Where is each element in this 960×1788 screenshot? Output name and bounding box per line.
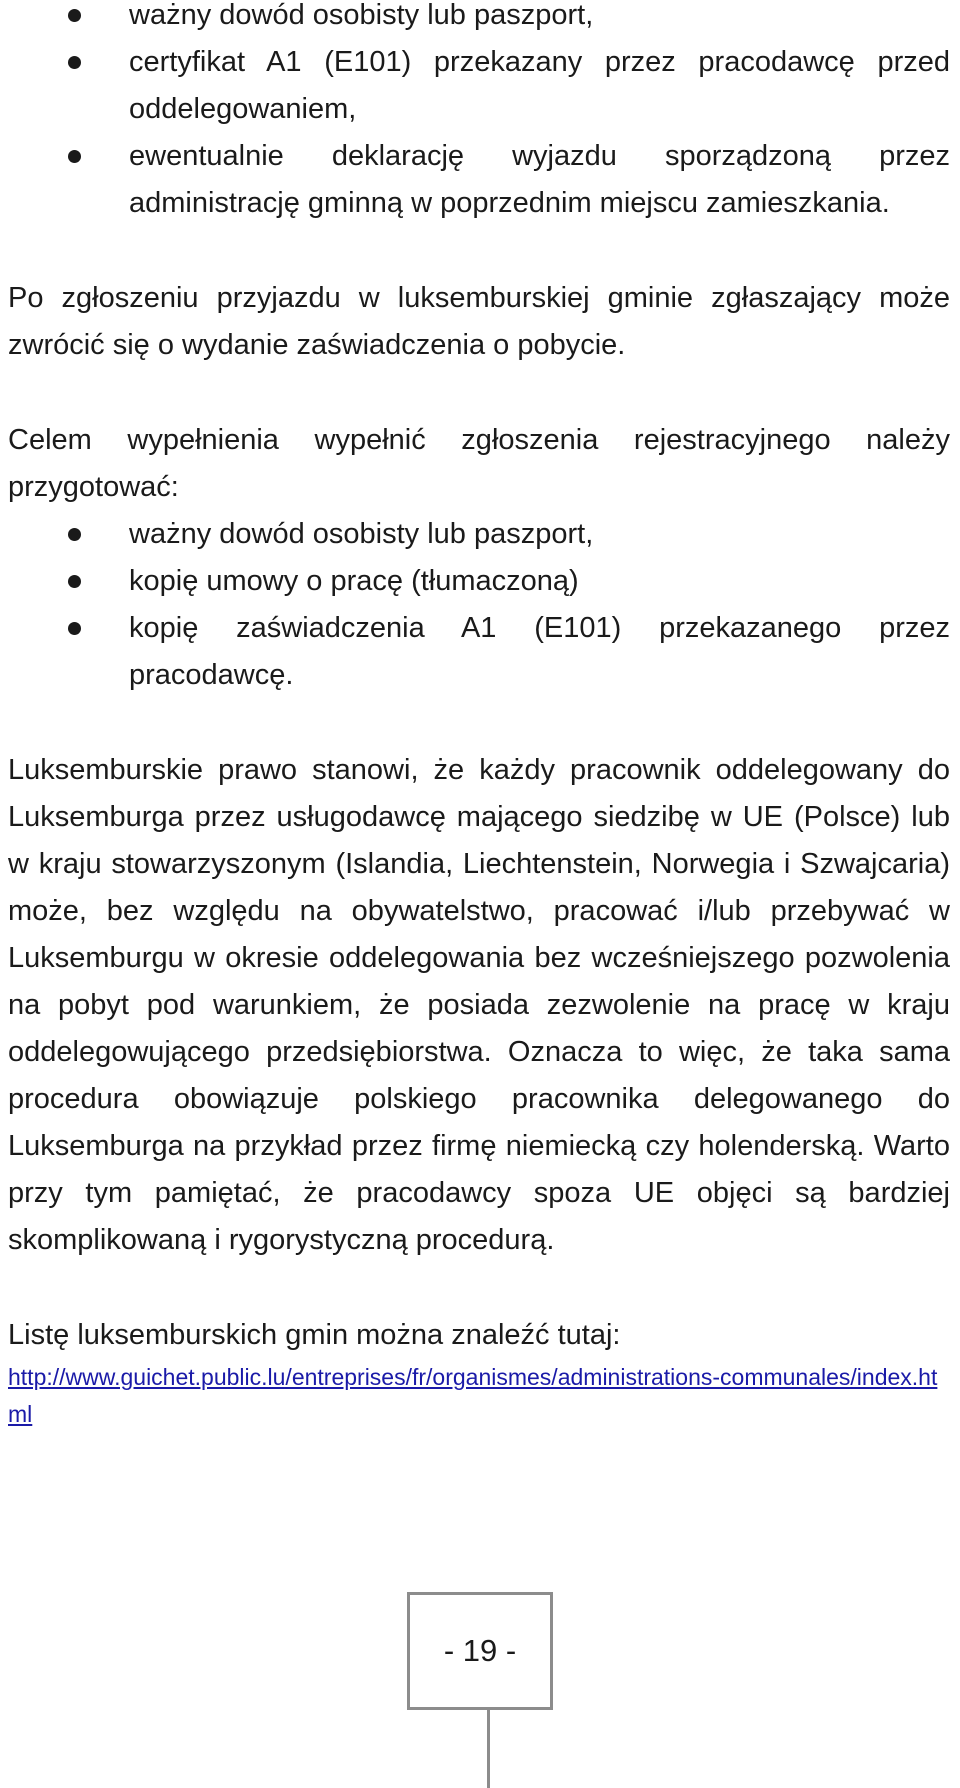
bullet-icon	[68, 9, 81, 22]
list-item: certyfikat A1 (E101) przekazany przez pracodawcę przed oddelegowaniem,	[8, 39, 950, 133]
required-documents-list-1	[8, 0, 950, 227]
paragraph-municipalities-list: Listę luksemburskich gmin można znaleźć tutaj:	[8, 1319, 621, 1351]
municipalities-link[interactable]: http://www.guichet.public.lu/entreprises/fr/organismes/administrations-communales/index.html	[8, 1364, 938, 1427]
required-documents-list-2	[8, 511, 950, 699]
page-number-box	[407, 1592, 553, 1710]
list-item: kopię umowy o pracę (tłumaczoną)	[8, 558, 950, 605]
link-container	[8, 1359, 950, 1433]
list-item: ewentualnie deklarację wyjazdu sporządzoną przez administrację gminną w poprzednim miejscu zamieszkania.	[8, 133, 950, 227]
paragraph-registration-intro: Celem wypełnienia wypełnić zgłoszenia rejestracyjnego należy przygotować:	[8, 424, 950, 503]
list-item: ważny dowód osobisty lub paszport,	[8, 0, 950, 39]
bullet-icon	[68, 528, 81, 541]
bullet-icon	[68, 150, 81, 163]
list-item: ważny dowód osobisty lub paszport,	[8, 511, 950, 558]
bullet-icon	[68, 56, 81, 69]
page-number-connector	[487, 1710, 490, 1788]
list-item: kopię zaświadczenia A1 (E101) przekazanego przez pracodawcę.	[8, 605, 950, 699]
bullet-icon	[68, 575, 81, 588]
page-number: - 19 -	[443, 1633, 517, 1668]
paragraph-residence-certificate: Po zgłoszeniu przyjazdu w luksemburskiej gminie zgłaszający może zwrócić się o wydanie zaświadczenia o pobycie.	[8, 282, 950, 361]
document-page	[8, 0, 950, 1433]
paragraph-luxembourg-law: Luksemburskie prawo stanowi, że każdy pracownik oddelegowany do Luksemburga przez usługodawcę mającego siedzibę w UE (Polsce) lub w kraju stowarzyszonym (Islandia, Liechtenstein, Norwegia i Szwajcaria) może, bez względu na obywatelstwo, pracować i/lub przebywać w Luksemburgu w okresie oddelegowania bez wcześniejszego pozwolenia na pobyt pod warunkiem, że posiada zezwolenie na pracę w kraju oddelegowującego przedsiębiorstwa. Oznacza to więc, że taka sama procedura obowiązuje polskiego pracownika delegowanego do Luksemburga na przykład przez firmę niemiecką czy holenderską. Warto przy tym pamiętać, że pracodawcy spoza UE objęci są bardziej skomplikowaną i rygorystyczną procedurą.	[8, 754, 950, 1256]
bullet-icon	[68, 622, 81, 635]
